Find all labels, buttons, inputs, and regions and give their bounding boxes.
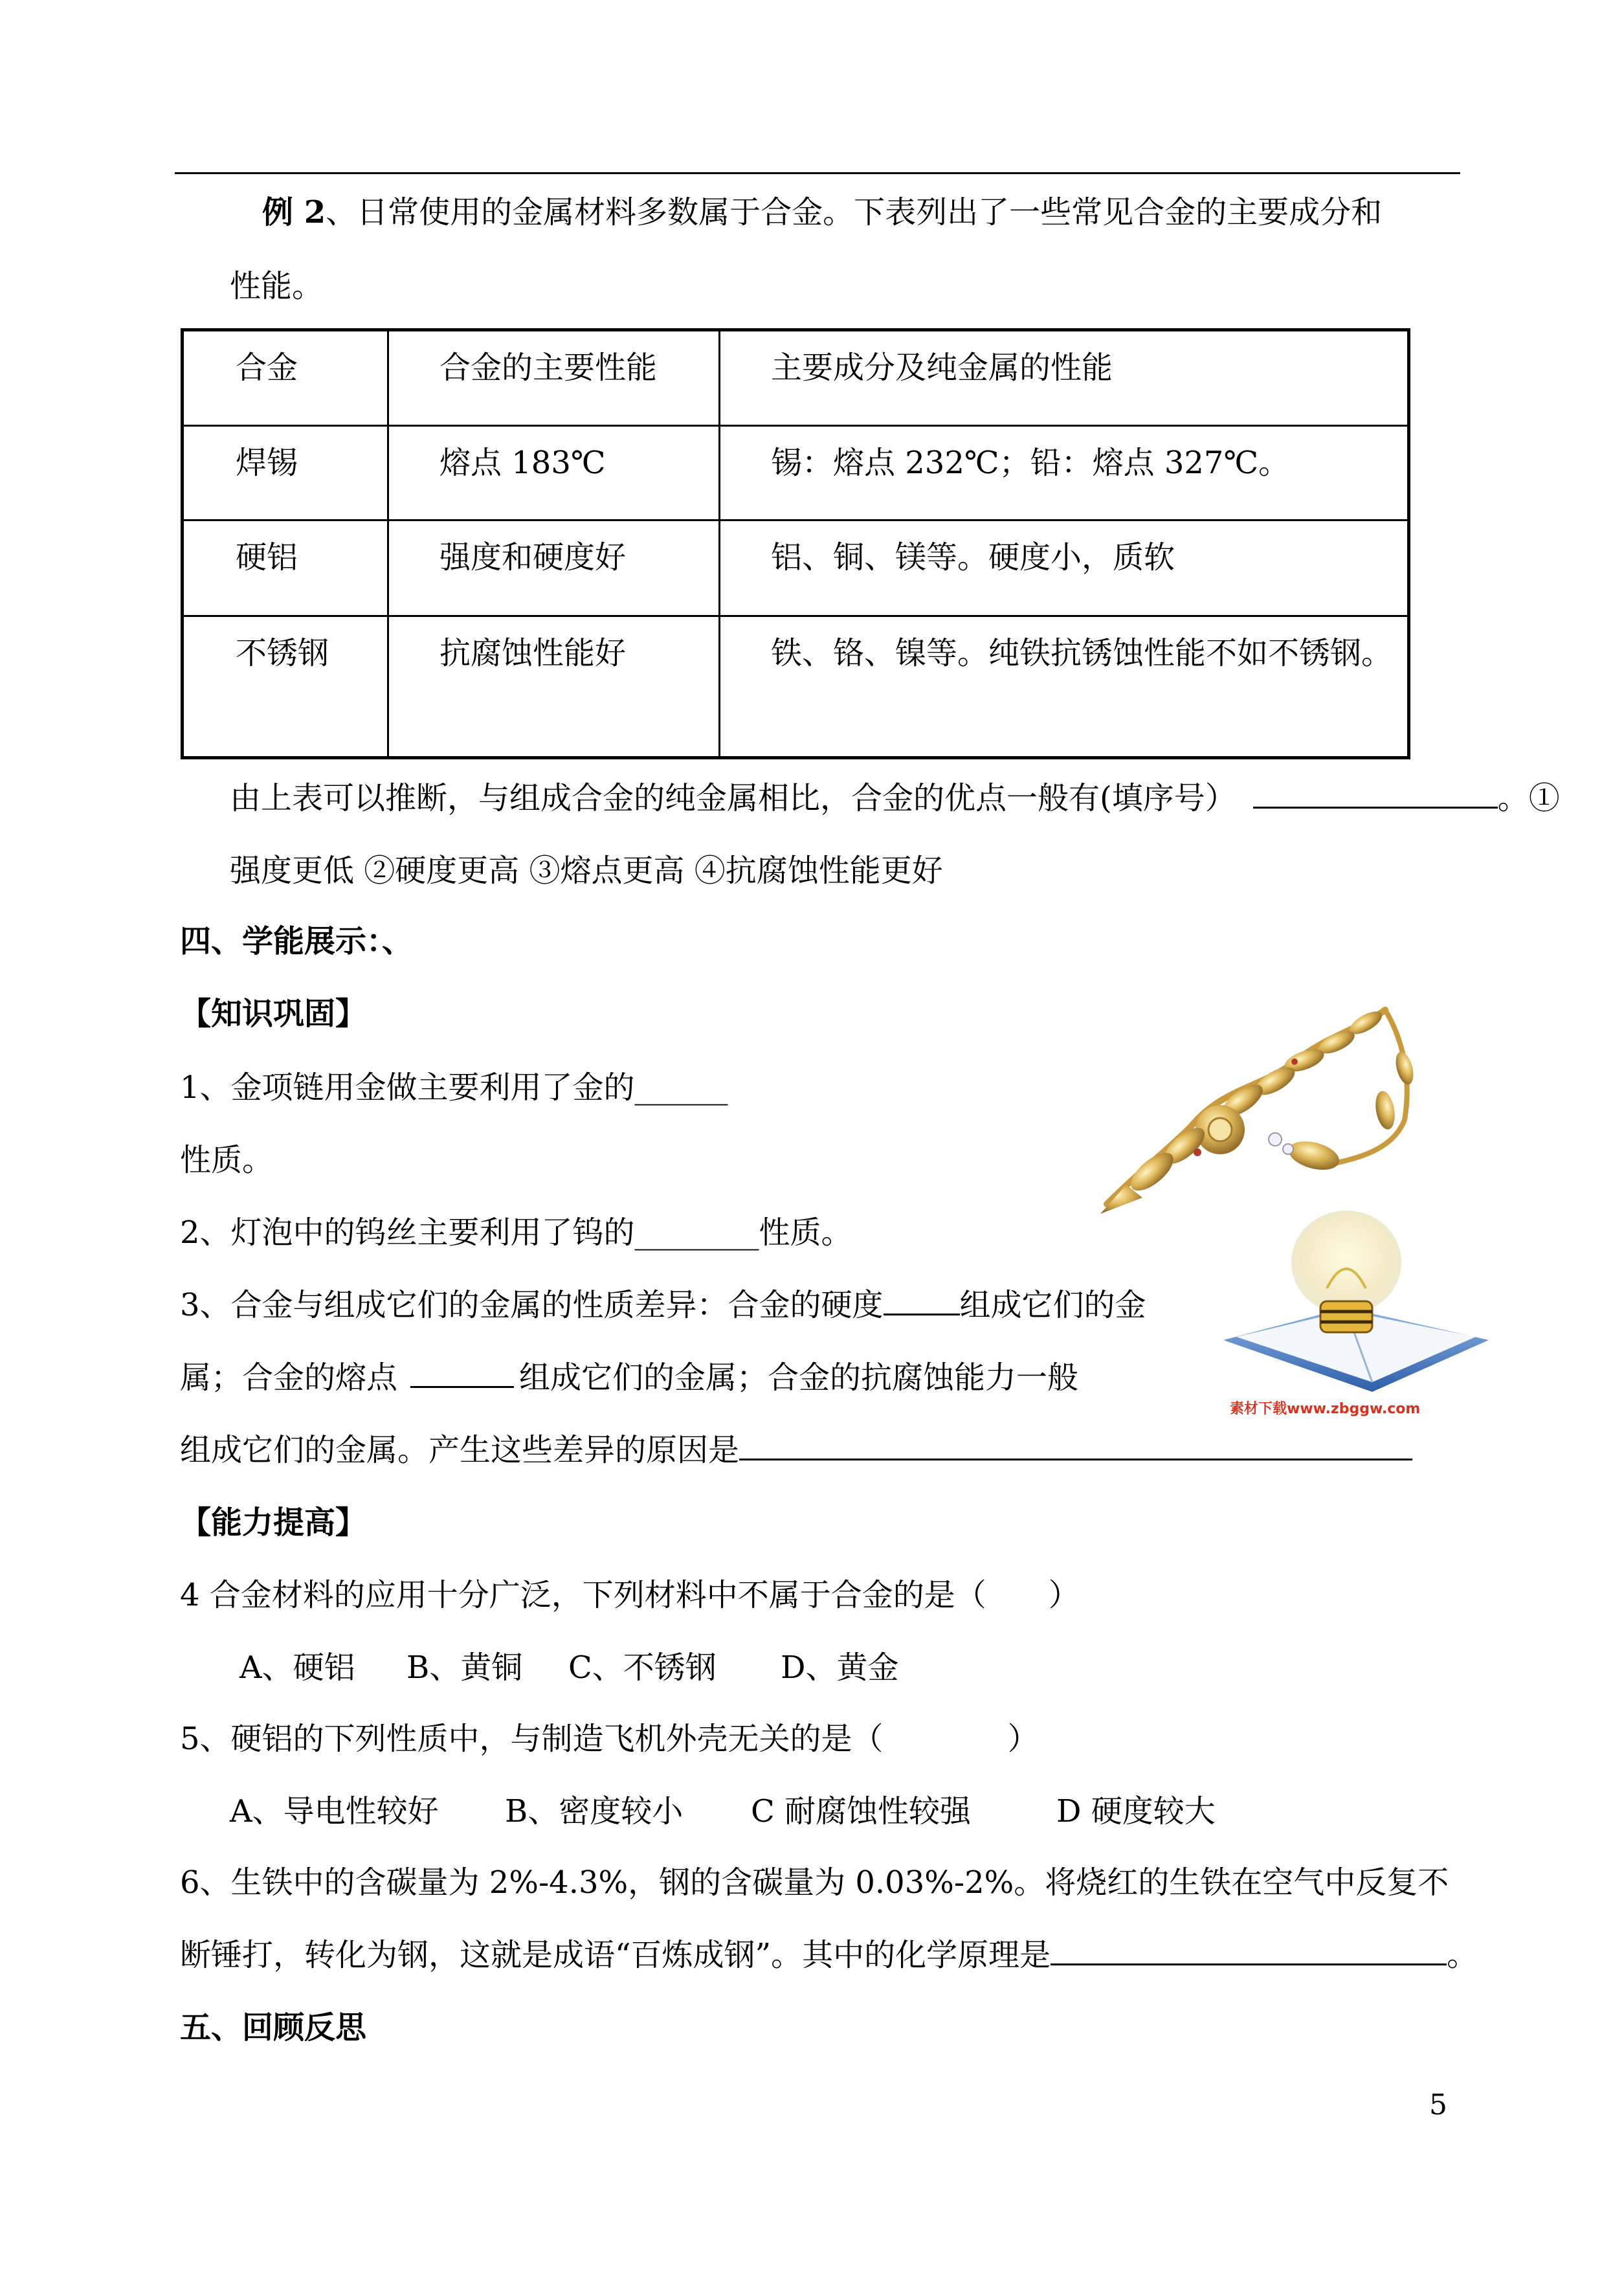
- page-number: 5: [1429, 2088, 1447, 2121]
- question-3-line2: 属；合金的熔点 组成它们的金属；合金的抗腐蚀能力一般: [180, 1359, 1079, 1396]
- table-cell: 不锈钢: [183, 616, 388, 758]
- table-cell: 硬铝: [183, 520, 388, 616]
- example2-line1: 例 2、日常使用的金属材料多数属于合金。下表列出了一些常见合金的主要成分和: [262, 194, 1383, 230]
- question-5-option-d: D 硬度较大: [1056, 1793, 1216, 1829]
- infer-question-options: 强度更低 ②硬度更高 ③熔点更高 ④抗腐蚀性能更好: [230, 853, 943, 889]
- answer-blank[interactable]: [884, 1314, 960, 1315]
- answer-blank[interactable]: [1051, 1963, 1447, 1965]
- light-bulb-book-image: [1217, 1211, 1502, 1418]
- infer-question-line1: 由上表可以推断，与组成合金的纯金属相比，合金的优点一般有(填序号） 。①: [230, 780, 1560, 816]
- question-4: 4 合金材料的应用十分广泛，下列材料中不属于合金的是（ ）: [180, 1577, 1080, 1613]
- question-5-option-c: C 耐腐蚀性较强: [751, 1793, 971, 1829]
- gold-necklace-image: [1081, 990, 1443, 1224]
- question-6-line1: 6、生铁中的含碳量为 2%-4.3%，钢的含碳量为 0.03%-2%。将烧红的生铁在空气中反复不: [180, 1864, 1449, 1901]
- section5-title: 五、回顾反思: [180, 2009, 367, 2046]
- question-4-option-a: A、硬铝: [239, 1650, 355, 1686]
- header-rule: [175, 172, 1460, 174]
- answer-blank[interactable]: [410, 1386, 514, 1388]
- table-cell: 焊锡: [183, 426, 388, 520]
- question-3-line3: 组成它们的金属。产生这些差异的原因是: [180, 1432, 1412, 1470]
- answer-blank[interactable]: [1253, 807, 1498, 809]
- table-header-row: [183, 330, 1409, 426]
- example2-label: 例 2: [262, 194, 326, 230]
- table-cell: 铁、铬、镍等。纯铁抗锈蚀性能不如不锈钢。: [720, 616, 1409, 758]
- knowledge-title: 【知识巩固】: [180, 996, 367, 1032]
- table-cell: 强度和硬度好: [388, 520, 720, 616]
- question-4-option-c: C、不锈钢: [568, 1650, 717, 1686]
- alloy-table: [181, 328, 1410, 759]
- question-2: 2、灯泡中的钨丝主要利用了钨的________性质。: [180, 1214, 852, 1251]
- table-cell: 锡：熔点 232℃；铅：熔点 327℃。: [720, 426, 1409, 520]
- table-cell: 铝、铜、镁等。硬度小，质软: [720, 520, 1409, 616]
- table-row: [183, 520, 1409, 616]
- table-cell: 抗腐蚀性能好: [388, 616, 720, 758]
- question-1-line1: 1、金项链用金做主要利用了金的______: [180, 1069, 728, 1106]
- watermark-text: 素材下载www.zbggw.com: [1230, 1401, 1421, 1417]
- table-header-cell: 主要成分及纯金属的性能: [720, 330, 1409, 426]
- question-5-option-a: A、导电性较好: [230, 1793, 439, 1829]
- table-cell: 熔点 183℃: [388, 426, 720, 520]
- table-row: [183, 426, 1409, 520]
- table-header-cell: 合金的主要性能: [388, 330, 720, 426]
- question-5-option-b: B、密度较小: [505, 1793, 684, 1829]
- ability-title: 【能力提高】: [180, 1504, 367, 1541]
- example2-line2: 性能。: [230, 268, 324, 304]
- table-header-cell: 合金: [183, 330, 388, 426]
- question-3-line1: 3、合金与组成它们的金属的性质差异：合金的硬度 组成它们的金: [180, 1287, 1146, 1323]
- question-6-line2: 断锤打，转化为钢，这就是成语“百炼成钢”。其中的化学原理是 。: [180, 1937, 1478, 1973]
- question-1-line2: 性质。: [180, 1142, 274, 1178]
- question-4-option-d: D、黄金: [781, 1650, 899, 1686]
- answer-blank[interactable]: [739, 1459, 1412, 1460]
- section4-title: 四、学能展示：、: [180, 923, 414, 959]
- table-row: [183, 616, 1409, 758]
- question-5: 5、硬铝的下列性质中，与制造飞机外壳无关的是（ ）: [180, 1721, 1039, 1757]
- question-4-option-b: B、黄铜: [406, 1650, 523, 1686]
